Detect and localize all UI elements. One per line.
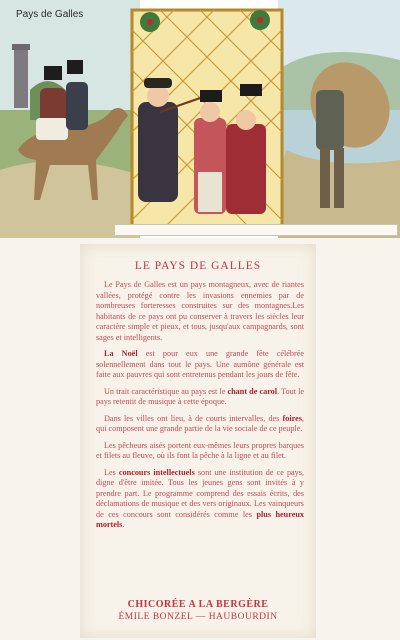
violinist bbox=[138, 102, 178, 202]
back-body bbox=[96, 280, 304, 537]
back-footer bbox=[80, 599, 316, 622]
fisherman bbox=[316, 90, 344, 150]
bold-term: La Noël bbox=[104, 349, 138, 358]
tall-hat bbox=[67, 60, 83, 74]
back-title: LE PAYS DE GALLES bbox=[134, 260, 262, 272]
bold-term: plus heureux mortels bbox=[96, 509, 305, 529]
paragraph: Les concours intellectuels sont une institution de ce pays, digne d'être imitée. Tous les jeunes gens sont invités à y prendre part. Le programme comprend des essais écrits, des déclamations de musique et des vers originaux. Les vainqueurs de ces concours sont considérés comme les plus heureux mortels. bbox=[96, 467, 305, 529]
paragraph: Un trait caractéristique au pays est le chant de carol. Tout le pays retentit de musique à cette époque. bbox=[96, 386, 304, 406]
bold-term: concours intellectuels bbox=[118, 467, 195, 477]
bold-term: chant de carol bbox=[227, 386, 278, 396]
singer-red-cloak bbox=[226, 124, 266, 214]
hat bbox=[144, 78, 172, 88]
rider-man bbox=[66, 82, 88, 130]
castle-tower bbox=[14, 48, 28, 108]
tall-hat bbox=[44, 66, 62, 80]
caption-box bbox=[114, 224, 398, 236]
card-front bbox=[0, 0, 400, 238]
card-back bbox=[80, 244, 316, 638]
illustration bbox=[0, 0, 400, 238]
paragraph: La Noël est pour eux une grande fête célébrée solennellement dans tout le pays. Une aumône générale est faite aux pauvres qui sont entretenus pendant les jours de fête. bbox=[96, 349, 304, 379]
maker-name: ÉMILE BONZEL — HAUBOURDIN bbox=[118, 612, 278, 622]
paragraph: Le Pays de Galles est un pays montagneux, avec de riantes vallées, protégé contre les invasions ennemies par de nombreuses forteresses construites sur des montagnes.Les habitants de ce pays ont pu conserver à travers les siècles leur caractère simple et pieux, et tous, jusqu'aux campagnards, sont sages et intelligents. bbox=[96, 280, 304, 342]
brand-name: CHICORÉE A LA BERGÈRE bbox=[127, 599, 269, 610]
paragraph: Les pêcheurs aisés portent eux-mêmes leurs propres barques et filets au fleuve, où ils font la pêche à la ligne et au filet. bbox=[96, 440, 304, 460]
paragraph: Dans les villes ont lieu, à de courts intervalles, des foires, qui composent une grande partie de la vie sociale de ce peuple. bbox=[96, 413, 304, 433]
front-title: Pays de Galles bbox=[16, 9, 84, 20]
bold-term: foires bbox=[282, 413, 302, 423]
